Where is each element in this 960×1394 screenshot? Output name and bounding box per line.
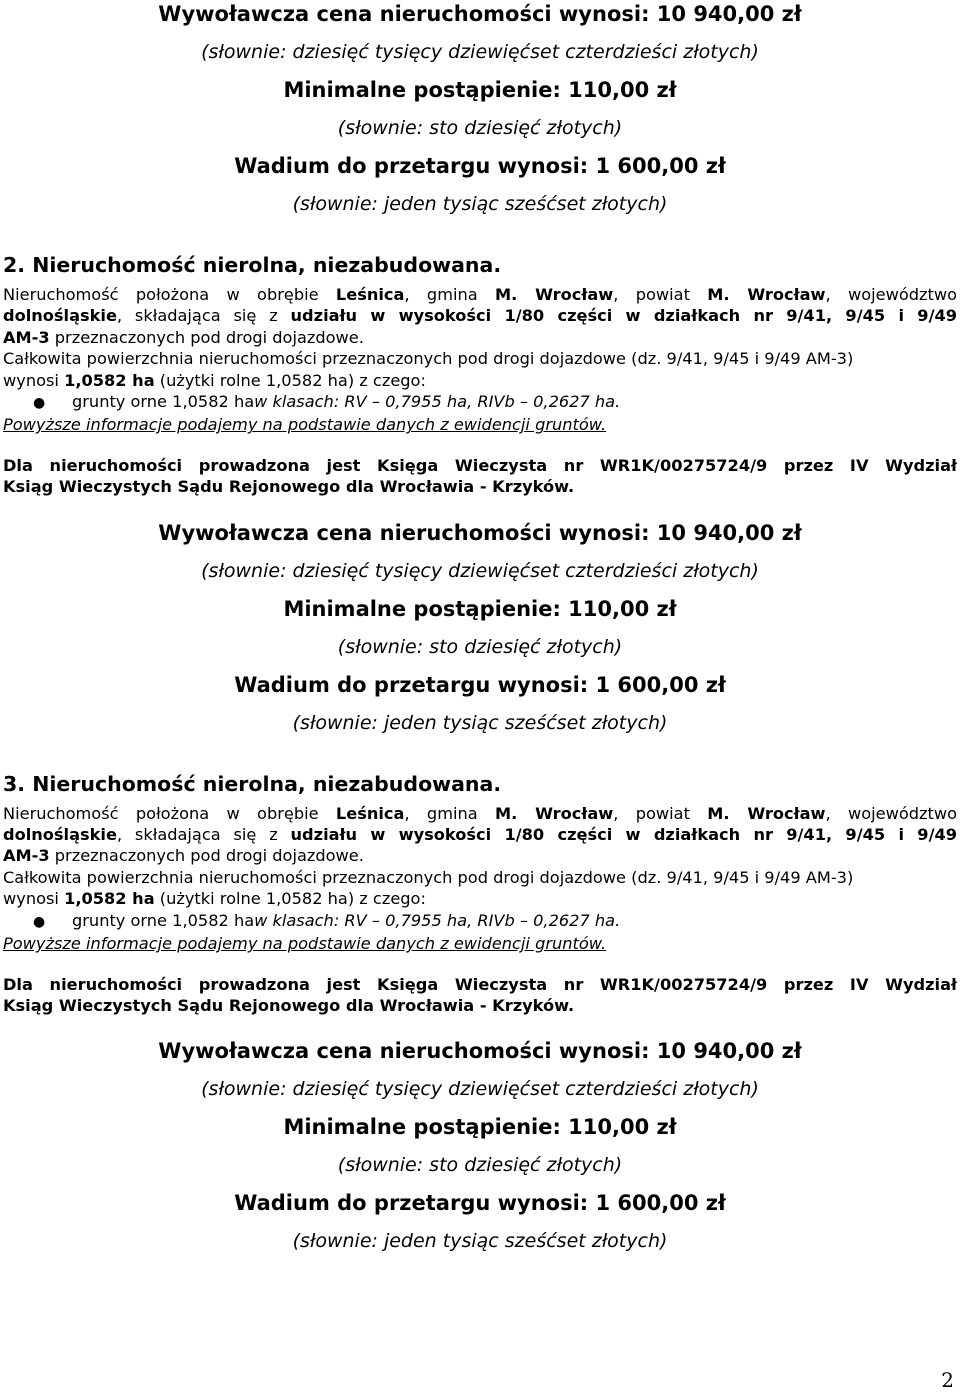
section-title: 2. Nieruchomość nierolna, niezabudowana. (3, 253, 502, 277)
deposit: Wadium do przetargu wynosi: 1 600,00 zł (234, 1191, 726, 1216)
minimum-increment-words: (słownie: sto dziesięć złotych) (337, 117, 623, 139)
starting-price-words: (słownie: dziesięć tysięcy dziewięćset czterdzieści złotych) (201, 1078, 759, 1101)
deposit: Wadium do przetargu wynosi: 1 600,00 zł (234, 154, 726, 178)
location-line: Nieruchomość położona w obrębie Leśnica, gmina M. Wrocław, powiat M. Wrocław, województwo (3, 285, 957, 304)
starting-price: Wywoławcza cena nieruchomości wynosi: 10 940,00 zł (158, 520, 802, 545)
minimum-increment: Minimalne postąpienie: 110,00 zł (283, 596, 677, 621)
share-line: dolnośląskie, składająca się z udziału w wysokości 1/80 części w działkach nr 9/41, 9/45 i 9/49 (3, 825, 958, 845)
deposit-words: (słownie: jeden tysiąc sześćset złotych) (292, 711, 668, 734)
minimum-increment: Minimalne postąpienie: 110,00 zł (283, 78, 677, 102)
source-note: Powyższe informacje podajemy na podstawie danych z ewidencji gruntów. (3, 934, 607, 954)
area-value-line: wynosi 1,0582 ha (użytki rolne 1,0582 ha) z czego: (3, 889, 426, 909)
section-title: 3. Nieruchomość nierolna, niezabudowana. (3, 771, 502, 796)
source-note: Powyższe informacje podajemy na podstawie danych z ewidencji gruntów. (3, 415, 607, 435)
purpose-line: AM-3 przeznaczonych pod drogi dojazdowe. (3, 327, 364, 347)
minimum-increment: Minimalne postąpienie: 110,00 zł (283, 1115, 677, 1140)
land-register-court: Ksiąg Wieczystych Sądu Rejonowego dla Wrocławia - Krzyków. (3, 995, 575, 1015)
bullet-icon: ● (33, 913, 46, 930)
area-line: Całkowita powierzchnia nieruchomości przeznaczonych pod drogi dojazdowe (dz. 9/41, 9/45 i 9/49 AM-3) (3, 867, 854, 887)
land-register-line: Dla nieruchomości prowadzona jest Księga Wieczysta nr WR1K/00275724/9 przez IV Wydział (3, 974, 957, 994)
minimum-increment-words: (słownie: sto dziesięć złotych) (337, 1154, 623, 1177)
starting-price: Wywoławcza cena nieruchomości wynosi: 10 940,00 zł (158, 2, 802, 26)
land-register-court: Ksiąg Wieczystych Sądu Rejonowego dla Wrocławia - Krzyków. (3, 477, 575, 497)
deposit-words: (słownie: jeden tysiąc sześćset złotych) (292, 193, 668, 215)
area-value-line: wynosi 1,0582 ha (użytki rolne 1,0582 ha) z czego: (3, 370, 426, 390)
starting-price-words: (słownie: dziesięć tysięcy dziewięćset czterdzieści złotych) (201, 559, 759, 582)
location-line: Nieruchomość położona w obrębie Leśnica, gmina M. Wrocław, powiat M. Wrocław, województwo (3, 803, 957, 823)
land-class-item: ● grunty orne 1,0582 ha w klasach: RV – 0,7955 ha, RIVb – 0,2627 ha. (3, 391, 957, 414)
property-section (3, 252, 957, 498)
starting-price-words: (słownie: dziesięć tysięcy dziewięćset czterdzieści złotych) (201, 41, 759, 63)
purpose-line: AM-3 przeznaczonych pod drogi dojazdowe. (3, 846, 364, 866)
land-class-item: ● grunty orne 1,0582 ha w klasach: RV – 0,7955 ha, RIVb – 0,2627 ha. (3, 910, 957, 933)
page-number: 2 (941, 1368, 954, 1392)
deposit-words: (słownie: jeden tysiąc sześćset złotych) (292, 1230, 668, 1253)
area-line: Całkowita powierzchnia nieruchomości przeznaczonych pod drogi dojazdowe (dz. 9/41, 9/45 i 9/49 AM-3) (3, 349, 854, 369)
minimum-increment-words: (słownie: sto dziesięć złotych) (337, 635, 623, 658)
share-line: dolnośląskie, składająca się z udziału w wysokości 1/80 części w działkach nr 9/41, 9/45 i 9/49 (3, 306, 958, 326)
property-section (3, 771, 957, 1017)
price-block (3, 1, 957, 216)
price-block (3, 1038, 957, 1253)
starting-price: Wywoławcza cena nieruchomości wynosi: 10 940,00 zł (158, 1039, 802, 1064)
deposit: Wadium do przetargu wynosi: 1 600,00 zł (234, 672, 726, 697)
land-register-line: Dla nieruchomości prowadzona jest Księga Wieczysta nr WR1K/00275724/9 przez IV Wydział (3, 455, 957, 475)
price-block (3, 520, 957, 735)
bullet-icon: ● (33, 395, 46, 412)
document-page (3, 0, 957, 1253)
